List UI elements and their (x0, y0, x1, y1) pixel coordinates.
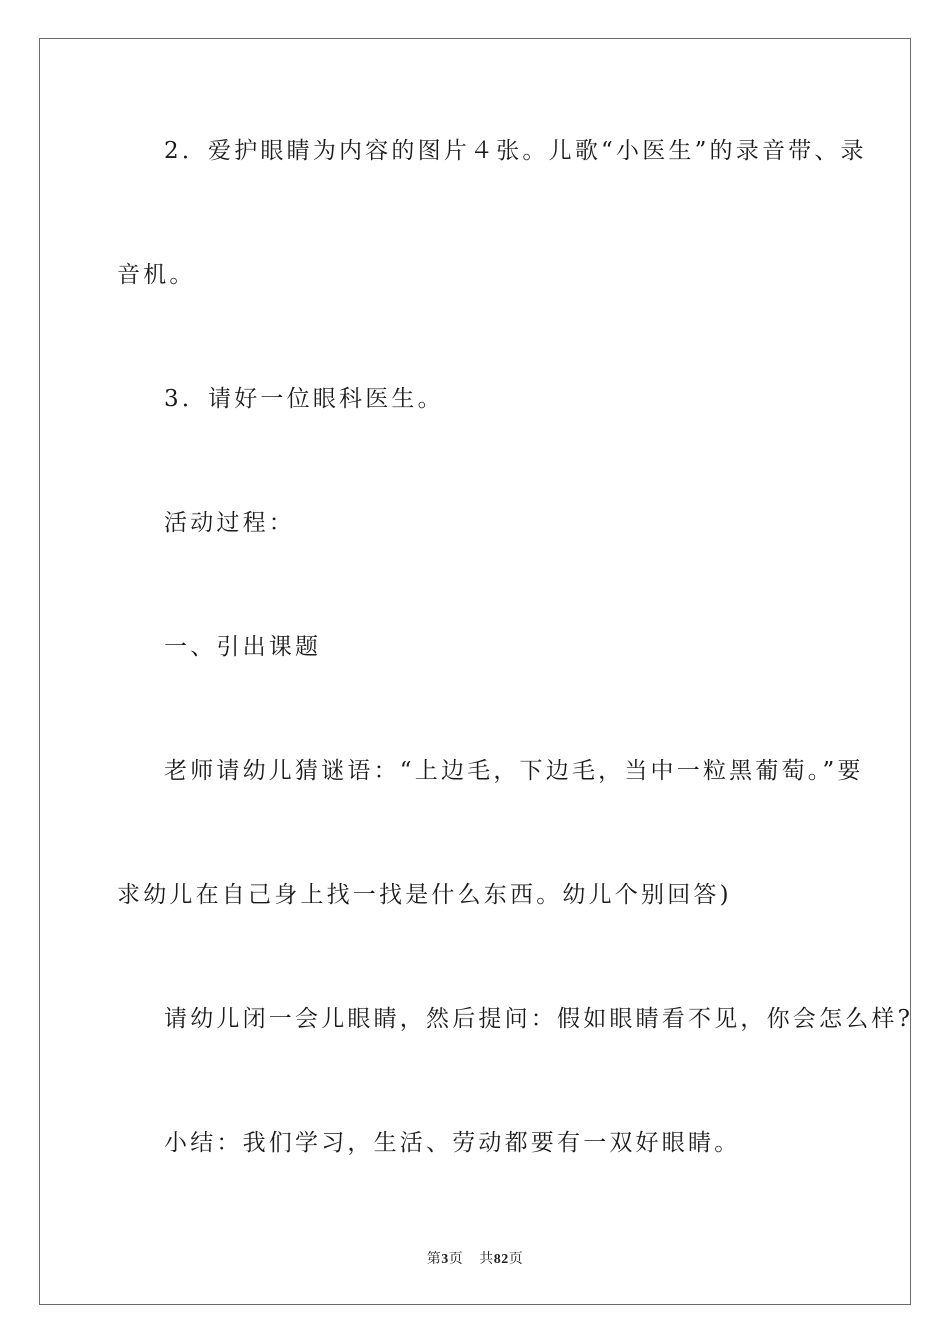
section-heading-intro: 一、引出课题 (164, 634, 322, 660)
paragraph-materials-2: 2．爱护眼睛为内容的图片４张。儿歌“小医生”的录音带、录 (164, 138, 867, 164)
paragraph-riddle-cont: 求幼儿在自己身上找一找是什么东西。幼儿个别回答) (117, 882, 732, 908)
paragraph-materials-2-cont: 音机。 (117, 262, 196, 288)
footer-total-suffix: 页 (508, 1252, 524, 1267)
section-heading-process: 活动过程： (164, 510, 295, 536)
footer-total-prefix: 共 (479, 1252, 494, 1267)
footer-current-page: 3 (441, 1252, 449, 1267)
footer-page-suffix: 页 (448, 1252, 464, 1267)
footer-page-prefix: 第 (426, 1252, 442, 1267)
page-border (39, 38, 914, 1305)
paragraph-materials-3: 3．请好一位眼科医生。 (164, 386, 444, 412)
paragraph-summary: 小结：我们学习，生活、劳动都要有一双好眼睛。 (164, 1130, 741, 1156)
footer-total-pages: 82 (493, 1252, 509, 1267)
page-footer (0, 1248, 950, 1268)
paragraph-question: 请幼儿闭一会儿眼睛，然后提问：假如眼睛看不见，你会怎么样? (164, 1006, 914, 1032)
paragraph-riddle: 老师请幼儿猜谜语：“上边毛，下边毛，当中一粒黑葡萄。”要 (164, 758, 864, 784)
